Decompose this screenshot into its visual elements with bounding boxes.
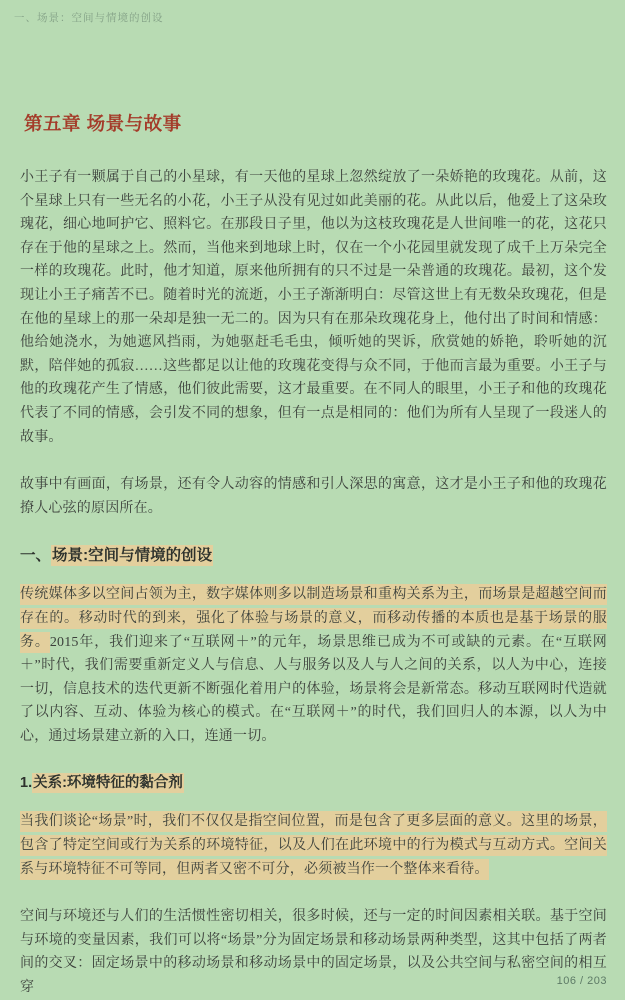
text-run: 一、	[20, 547, 52, 565]
chapter-breadcrumb: 一、场景：空间与情境的创设	[14, 12, 164, 24]
sub-heading	[20, 772, 607, 794]
paragraph	[20, 473, 607, 520]
text-run: 空间与环境还与人们的生活惯性密切相关，很多时候，还与一定的时间因素相关联。基于空间与环境的变量因素，我们可以将“场景”分为固定场景和移动场景两种类型，这其中包括了两者间的交叉：固定场景中的移动场景和移动场景中的固定场景，以及公共空间与私密空间的相互穿	[20, 909, 607, 996]
chapter-title: 第五章 场景与故事	[24, 113, 182, 134]
page-indicator: 106 / 203	[556, 975, 607, 987]
paragraph	[20, 905, 607, 999]
highlighted-text: 传统媒体多以空间占领为主，数字媒体则多以制造场景和重构关系为主，而场景是超越空间而存在的。移动时代的到来，强化了体验与场景的意义，而移动传播的本质也是基于场景的服务。	[20, 584, 607, 652]
page-content	[20, 166, 607, 1000]
highlighted-text: 当我们谈论“场景”时，我们不仅仅是指空间位置，而是包含了更多层面的意义。这里的场景，包含了特定空间或行为关系的环境特征，以及人们在此环境中的行为模式与互动方式。空间关系与环境特征不可等同，但两者又密不可分，必须被当作一个整体来看待。	[20, 811, 607, 879]
highlighted-text: 场景:空间与情境的创设	[52, 547, 213, 565]
text-run: 小王子有一颗属于自己的小星球，有一天他的星球上忽然绽放了一朵娇艳的玫瑰花。从前，这个星球上只有一些无名的小花，小王子从没有见过如此美丽的花。从此以后，他爱上了这朵玫瑰花，细心地呵护它、照料它。在那段日子里，他以为这枝玫瑰花是人世间唯一的花，这花只存在于他的星球之上。然而，当他来到地球上时，仅在一个小花园里就发现了成千上万朵完全一样的玫瑰花。此时，他才知道，原来他所拥有的只不过是一朵普通的玫瑰花。最初，这个发现让小王子痛苦不已。随着时光的流逝，小王子渐渐明白：尽管这世上有无数朵玫瑰花，但是在他的星球上的那一朵却是独一无二的。因为只有在那朵玫瑰花身上，他付出了时间和情感：他给她浇水，为她遮风挡雨，为她驱赶毛毛虫，倾听她的哭诉，欣赏她的娇艳，聆听她的沉默，陪伴她的孤寂……这些都足以让他的玫瑰花变得与众不同，于他而言最为重要。小王子与他的玫瑰花产生了情感，他们彼此需要，这才最重要。在不同人的眼里，小王子和他的玫瑰花代表了不同的情感，会引发不同的想象，但有一点是相同的：他们为所有人呈现了一段迷人的故事。	[20, 170, 607, 445]
highlighted-text: 关系:环境特征的黏合剂	[33, 775, 183, 792]
paragraph	[20, 810, 607, 881]
text-run: 故事中有画面，有场景，还有令人动容的情感和引人深思的寓意，这才是小王子和他的玫瑰花撩人心弦的原因所在。	[20, 477, 607, 516]
paragraph	[20, 166, 607, 449]
section-heading	[20, 544, 607, 567]
text-run: 2015年，我们迎来了“互联网＋”的元年，场景思维已成为不可或缺的元素。在“互联网＋”时代，我们需要重新定义人与信息、人与服务以及人与人之间的关系，以人为中心，连接一切，信息技术的迭代更新不断强化着用户的体验，场景将会是新常态。移动互联网时代造就了以内容、互动、体验为核心的模式。在“互联网＋”的时代，我们回归人的本源，以人为中心，通过场景建立新的入口，连通一切。	[20, 634, 607, 744]
text-run: 1.	[20, 775, 33, 792]
paragraph	[20, 583, 607, 748]
